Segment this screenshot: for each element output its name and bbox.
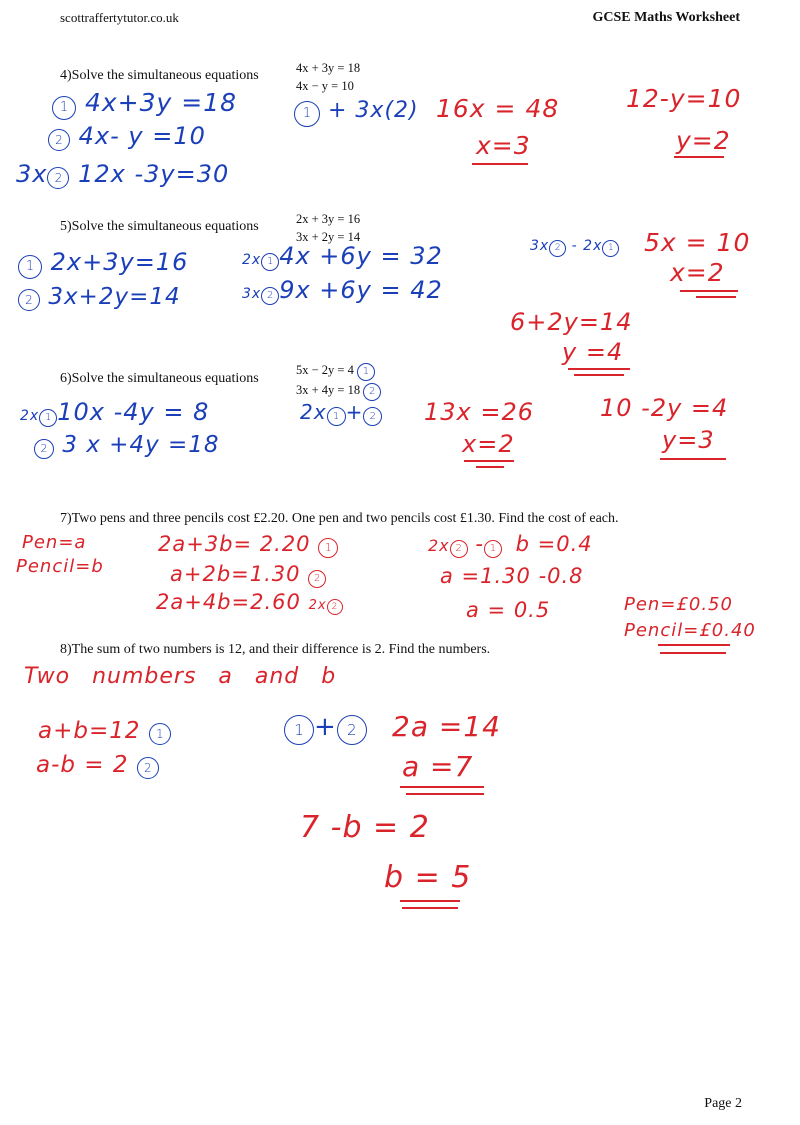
site-name: scottraffertytutor.co.uk [60,10,179,25]
underline [660,458,726,460]
q8-result-2: a =7 [402,750,474,783]
circle-2-icon: 2 [47,167,69,189]
q8-step: 1 + 2 [284,712,367,745]
circle-2-icon: 2 [337,715,367,745]
q4-result-4: y=2 [676,126,731,155]
q6-result-3: 10 -2y =4 [600,394,729,422]
circle-1-icon: 1 [52,96,76,120]
q5-result-4: y =4 [562,338,624,366]
circle-2-icon: 2 [18,289,40,311]
worksheet-title: GCSE Maths Worksheet [592,10,740,25]
circle-2-icon: 2 [363,407,382,426]
underline [402,907,458,909]
page-number: Page 2 [704,1096,742,1111]
question-7-prompt: 7)Two pens and three pencils cost £2.20. One pen and two pencils cost £1.30. Find the cost of each. [60,511,619,526]
underline [476,466,504,468]
q5-eq1: 2x + 3y = 16 [296,212,361,226]
q8-eq2: a-b = 2 2 [36,752,159,779]
q6-eq1: 5x − 2y = 4 1 [296,361,381,381]
underline [406,793,484,795]
q8-intro: Two numbers a and b [24,664,337,689]
circle-1-icon: 1 [602,240,619,257]
question-4-equations [296,59,360,95]
q5-result-1: 5x = 10 [644,228,751,257]
circle-1-icon: 1 [327,407,346,426]
q6-step: 2x 1 + 2 [300,400,382,426]
underline [658,644,730,646]
circle-2-icon: 2 [48,129,70,151]
circle-1-icon: 1 [261,253,279,271]
underline [464,460,514,462]
q6-work-line2: 2 3 x +4y =18 [34,432,220,459]
circle-1-icon: 1 [484,540,502,558]
q7-def-pencil: Pencil=b [16,556,104,577]
q6-eq2: 3x + 4y = 18 2 [296,381,381,401]
underline [568,368,630,370]
circle-2-icon: 2 [261,287,279,305]
circle-2-icon: 2 [137,757,159,779]
circle-1-icon: 1 [294,101,320,127]
q4-work-line1: 1 4x+3y =18 [52,88,237,120]
circle-2-icon: 2 [363,383,381,401]
circle-1-icon: 1 [18,255,42,279]
q6-result-2: x=2 [462,430,515,458]
circle-2-icon: 2 [308,570,326,588]
underline [660,652,726,654]
circle-2-icon: 2 [34,439,54,459]
circle-2-icon: 2 [327,599,343,615]
q8-eq1: a+b=12 1 [38,718,171,745]
q7-result-2: a =1.30 -0.8 [440,564,584,588]
q7-eq2: a+2b=1.30 2 [170,562,326,588]
q5-mult-1: 2x 1 4x +6y = 32 [242,242,443,270]
underline [472,163,528,165]
q4-work-line3: 3x 2 12x -3y=30 [16,160,230,188]
q6-result-1: 13x =26 [424,398,535,426]
underline [674,156,724,158]
underline [574,374,624,376]
q5-result-3: 6+2y=14 [510,308,633,336]
q8-result-1: 2a =14 [392,710,501,743]
q8-result-4: b = 5 [384,860,472,895]
underline [400,786,484,788]
q7-answer-pen: Pen=£0.50 [624,594,733,615]
q5-result-2: x=2 [670,258,725,287]
q4-work-line2: 2 4x- y =10 [48,122,206,151]
circle-1-icon: 1 [149,723,171,745]
q6-result-4: y=3 [662,426,715,454]
q4-result-3: 12-y=10 [626,84,742,113]
q6-work-line1: 2x 1 10x -4y = 8 [20,398,210,426]
question-6-prompt: 6)Solve the simultaneous equations [60,371,259,386]
q7-step: 2x 2 - 1 b =0.4 [428,532,593,556]
q4-result-1: 16x = 48 [436,94,560,123]
underline [680,290,738,292]
circle-1-icon: 1 [39,409,57,427]
q4-step: 1 + 3x(2) [294,98,419,127]
q4-eq1: 4x + 3y = 18 [296,61,361,75]
q7-answer-pencil: Pencil=£0.40 [624,620,756,641]
underline [400,900,460,902]
q8-result-3: 7 -b = 2 [300,810,430,845]
circle-2-icon: 2 [450,540,468,558]
question-5-prompt: 5)Solve the simultaneous equations [60,219,259,234]
circle-2-icon: 2 [549,240,566,257]
q5-work-line2: 2 3x+2y=14 [18,284,181,311]
q4-result-2: x=3 [476,131,531,160]
circle-1-icon: 1 [318,538,338,558]
q7-eq1: 2a+3b= 2.20 1 [158,532,338,558]
question-5-equations [296,210,360,246]
q4-eq2: 4x − y = 10 [296,79,354,93]
q5-eq2: 3x + 2y = 14 [296,230,361,244]
question-6-equations [296,361,381,401]
circle-1-icon: 1 [357,363,375,381]
question-8-prompt: 8)The sum of two numbers is 12, and their difference is 2. Find the numbers. [60,642,491,657]
q7-result-3: a = 0.5 [466,598,551,622]
q5-work-line1: 1 2x+3y=16 [18,248,188,279]
q5-step: 3x 2 - 2x 1 [530,238,619,257]
q7-def-pen: Pen=a [22,532,87,553]
q7-eq3: 2a+4b=2.60 2x 2 [156,590,343,615]
question-4-prompt: 4)Solve the simultaneous equations [60,68,259,83]
q5-mult-2: 3x 2 9x +6y = 42 [242,276,443,304]
underline [696,296,736,298]
circle-1-icon: 1 [284,715,314,745]
